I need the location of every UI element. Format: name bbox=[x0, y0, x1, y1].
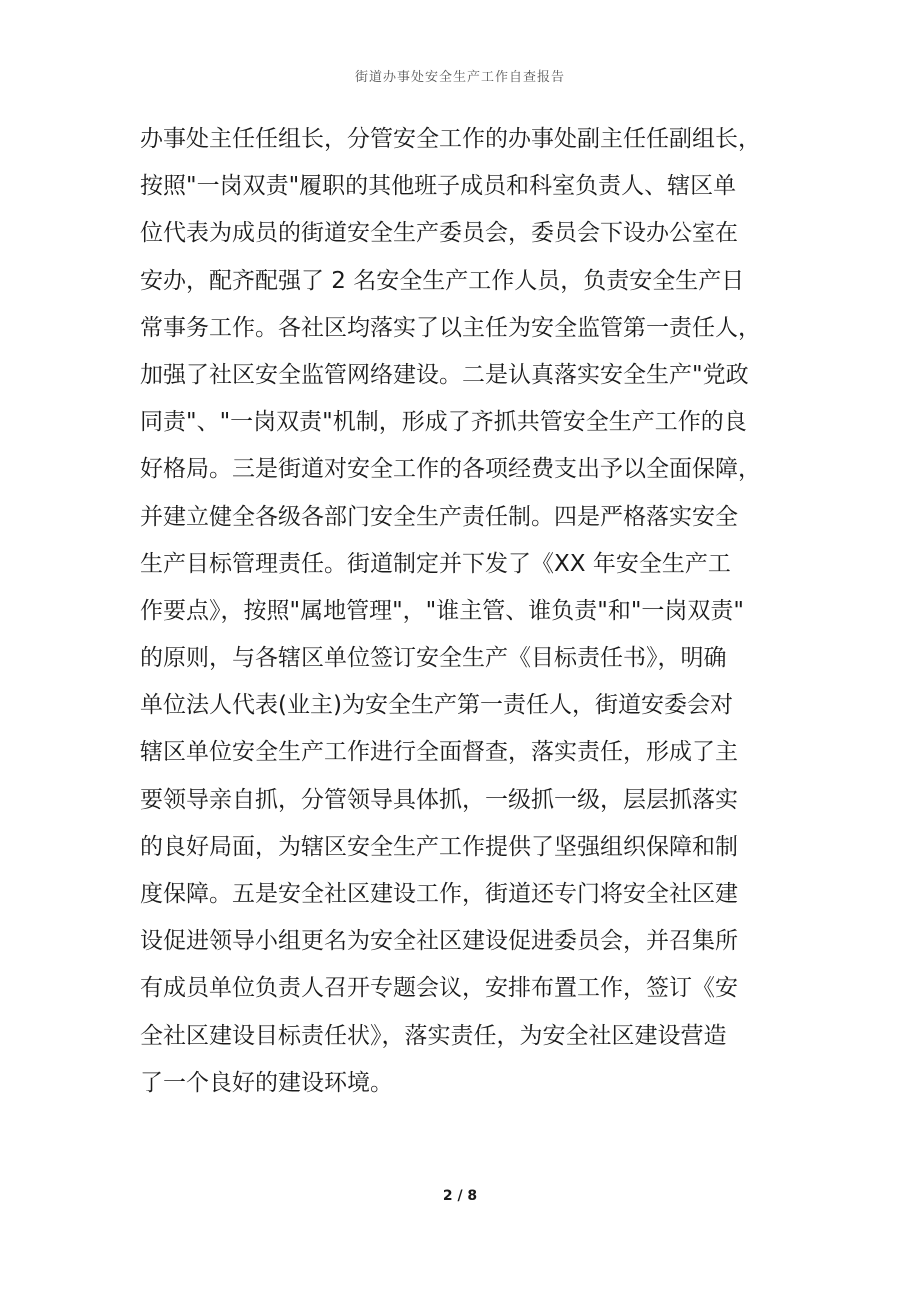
text-line: 加强了社区安全监管网络建设。二是认真落实安全生产"党政 bbox=[140, 361, 749, 388]
body-paragraph bbox=[140, 116, 800, 1107]
text-line: 好格局。三是街道对安全工作的各项经费支出予以全面保障， bbox=[140, 456, 761, 483]
text-line: 设促进领导小组更名为安全社区建设促进委员会，并召集所 bbox=[140, 928, 738, 955]
text-line: 单位法人代表(业主)为安全生产第一责任人，街道安委会对 bbox=[140, 692, 733, 719]
text-line: 并建立健全各级各部门安全生产责任制。四是严格落实安全 bbox=[140, 503, 738, 530]
text-line: 全社区建设目标责任状》，落实责任，为安全社区建设营造 bbox=[140, 1022, 727, 1049]
text-line: 安办，配齐配强了 2 名安全生产工作人员，负责安全生产日 bbox=[140, 267, 745, 294]
text-line: 作要点》，按照"属地管理"，"谁主管、谁负责"和"一岗双责" bbox=[140, 597, 744, 624]
text-line: 按照"一岗双责"履职的其他班子成员和科室负责人、辖区单 bbox=[140, 173, 737, 200]
text-line: 要领导亲自抓，分管领导具体抓，一级抓一级，层层抓落实 bbox=[140, 786, 738, 813]
text-line: 度保障。五是安全社区建设工作，街道还专门将安全社区建 bbox=[140, 881, 738, 907]
text-line: 的良好局面，为辖区安全生产工作提供了坚强组织保障和制 bbox=[140, 833, 738, 860]
text-line: 位代表为成员的街道安全生产委员会，委员会下设办公室在 bbox=[140, 220, 738, 247]
text-line: 的原则，与各辖区单位签订安全生产《目标责任书》，明确 bbox=[140, 645, 727, 672]
text-line: 了一个良好的建设环境。 bbox=[140, 1069, 393, 1096]
text-line: 生产目标管理责任。街道制定并下发了《XX 年安全生产工 bbox=[140, 550, 731, 577]
page-header-title: 街道办事处安全生产工作自查报告 bbox=[354, 70, 565, 85]
page-number: 2 / 8 bbox=[442, 1188, 478, 1204]
text-line: 辖区单位安全生产工作进行全面督查，落实责任，形成了主 bbox=[140, 739, 738, 766]
text-line: 办事处主任任组长，分管安全工作的办事处副主任任副组长， bbox=[140, 126, 761, 152]
text-line: 同责"、"一岗双责"机制，形成了齐抓共管安全生产工作的良 bbox=[140, 409, 747, 436]
text-line: 常事务工作。各社区均落实了以主任为安全监管第一责任人， bbox=[140, 314, 761, 341]
text-line: 有成员单位负责人召开专题会议，安排布置工作，签订《安 bbox=[140, 975, 738, 1002]
